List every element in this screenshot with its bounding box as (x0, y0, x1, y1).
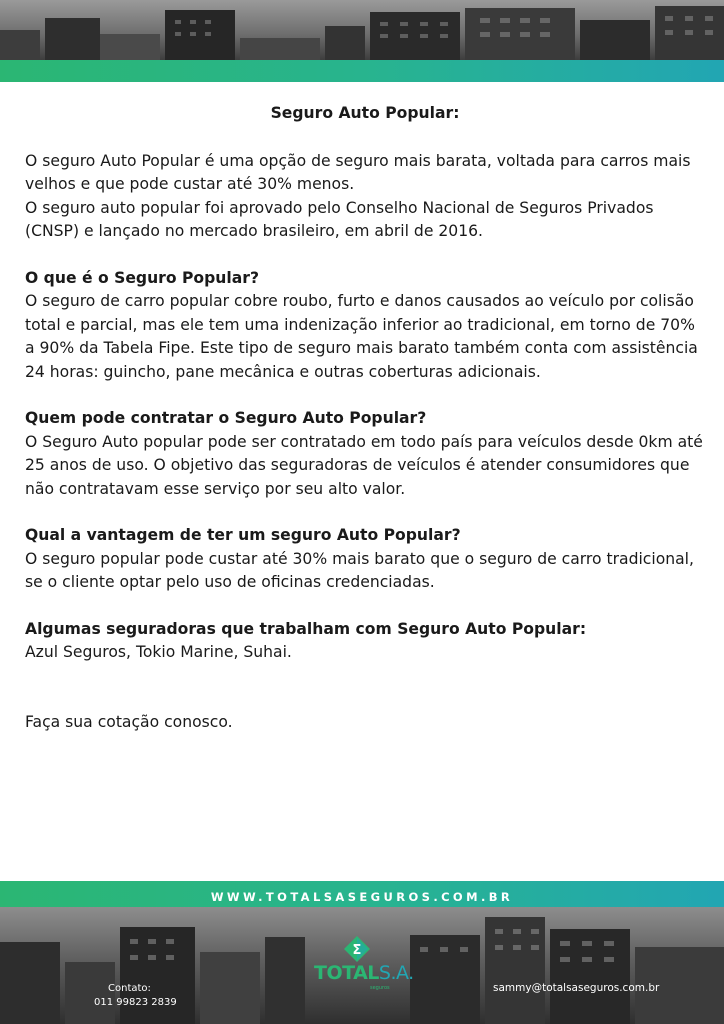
section-body: O seguro de carro popular cobre roubo, furto e danos causados ao veículo por colisão total e parcial, mas ele tem uma indenização inferior ao tradicional, em torno de 70% a 90% da Tabela Fipe. Este tipo de seguro mais barato também conta com assistência 24 horas: guincho, pane mecânica e outras coberturas adicionais. (25, 292, 698, 381)
company-logo (312, 936, 412, 996)
skyline-icon (0, 0, 724, 62)
logo-mark-glyph: Σ (352, 943, 362, 958)
section-heading: Algumas seguradoras que trabalham com Seguro Auto Popular: (25, 619, 587, 638)
logo-tagline: seguros (370, 985, 390, 991)
header-accent-bar (0, 60, 724, 82)
section-heading: O que é o Seguro Popular? (25, 268, 260, 287)
intro-paragraph-2: O seguro auto popular foi aprovado pelo Conselho Nacional de Seguros Privados (CNSP) e lançado no mercado brasileiro, em abril de 2016. (25, 198, 654, 240)
logo-name-suffix: S.A. (378, 962, 414, 984)
contact-label: Contato: (108, 983, 151, 994)
section-who-can (25, 407, 705, 501)
section-what-is (25, 267, 705, 385)
intro-paragraph-1: O seguro Auto Popular é uma opção de seguro mais barata, voltada para carros mais velhos e que pode custar até 30% menos. (25, 151, 691, 193)
contact-email[interactable]: sammy@totalsaseguros.com.br (493, 982, 660, 994)
header-skyline-photo (0, 0, 724, 62)
section-body: Azul Seguros, Tokio Marine, Suhai. (25, 643, 292, 661)
document-body (25, 102, 705, 734)
website-link[interactable]: WWW.TOTALSASEGUROS.COM.BR (210, 890, 514, 904)
logo-name-main: TOTAL (314, 962, 379, 984)
section-heading: Qual a vantagem de ter um seguro Auto Popular? (25, 526, 461, 544)
section-advantage (25, 524, 705, 595)
section-body: O seguro popular pode custar até 30% mais barato que o seguro de carro tradicional, se o cliente optar pelo uso de oficinas credenciadas. (25, 549, 694, 591)
closing-call-to-action: Faça sua cotação conosco. (25, 712, 233, 731)
intro-block (25, 150, 705, 244)
contact-phone[interactable]: 011 99823 2839 (94, 997, 177, 1008)
document-title: Seguro Auto Popular: (270, 104, 460, 122)
sigma-diamond-icon (344, 936, 370, 962)
section-heading: Quem pode contratar o Seguro Auto Popular? (25, 409, 427, 427)
logo-wordmark (314, 962, 414, 984)
section-body: O Seguro Auto popular pode ser contratado em todo país para veículos desde 0km até 25 anos de uso. O objetivo das seguradoras de veículos é atender consumidores que não contratavam esse serviço por seu alto valor. (25, 432, 703, 498)
section-insurers (25, 618, 705, 665)
